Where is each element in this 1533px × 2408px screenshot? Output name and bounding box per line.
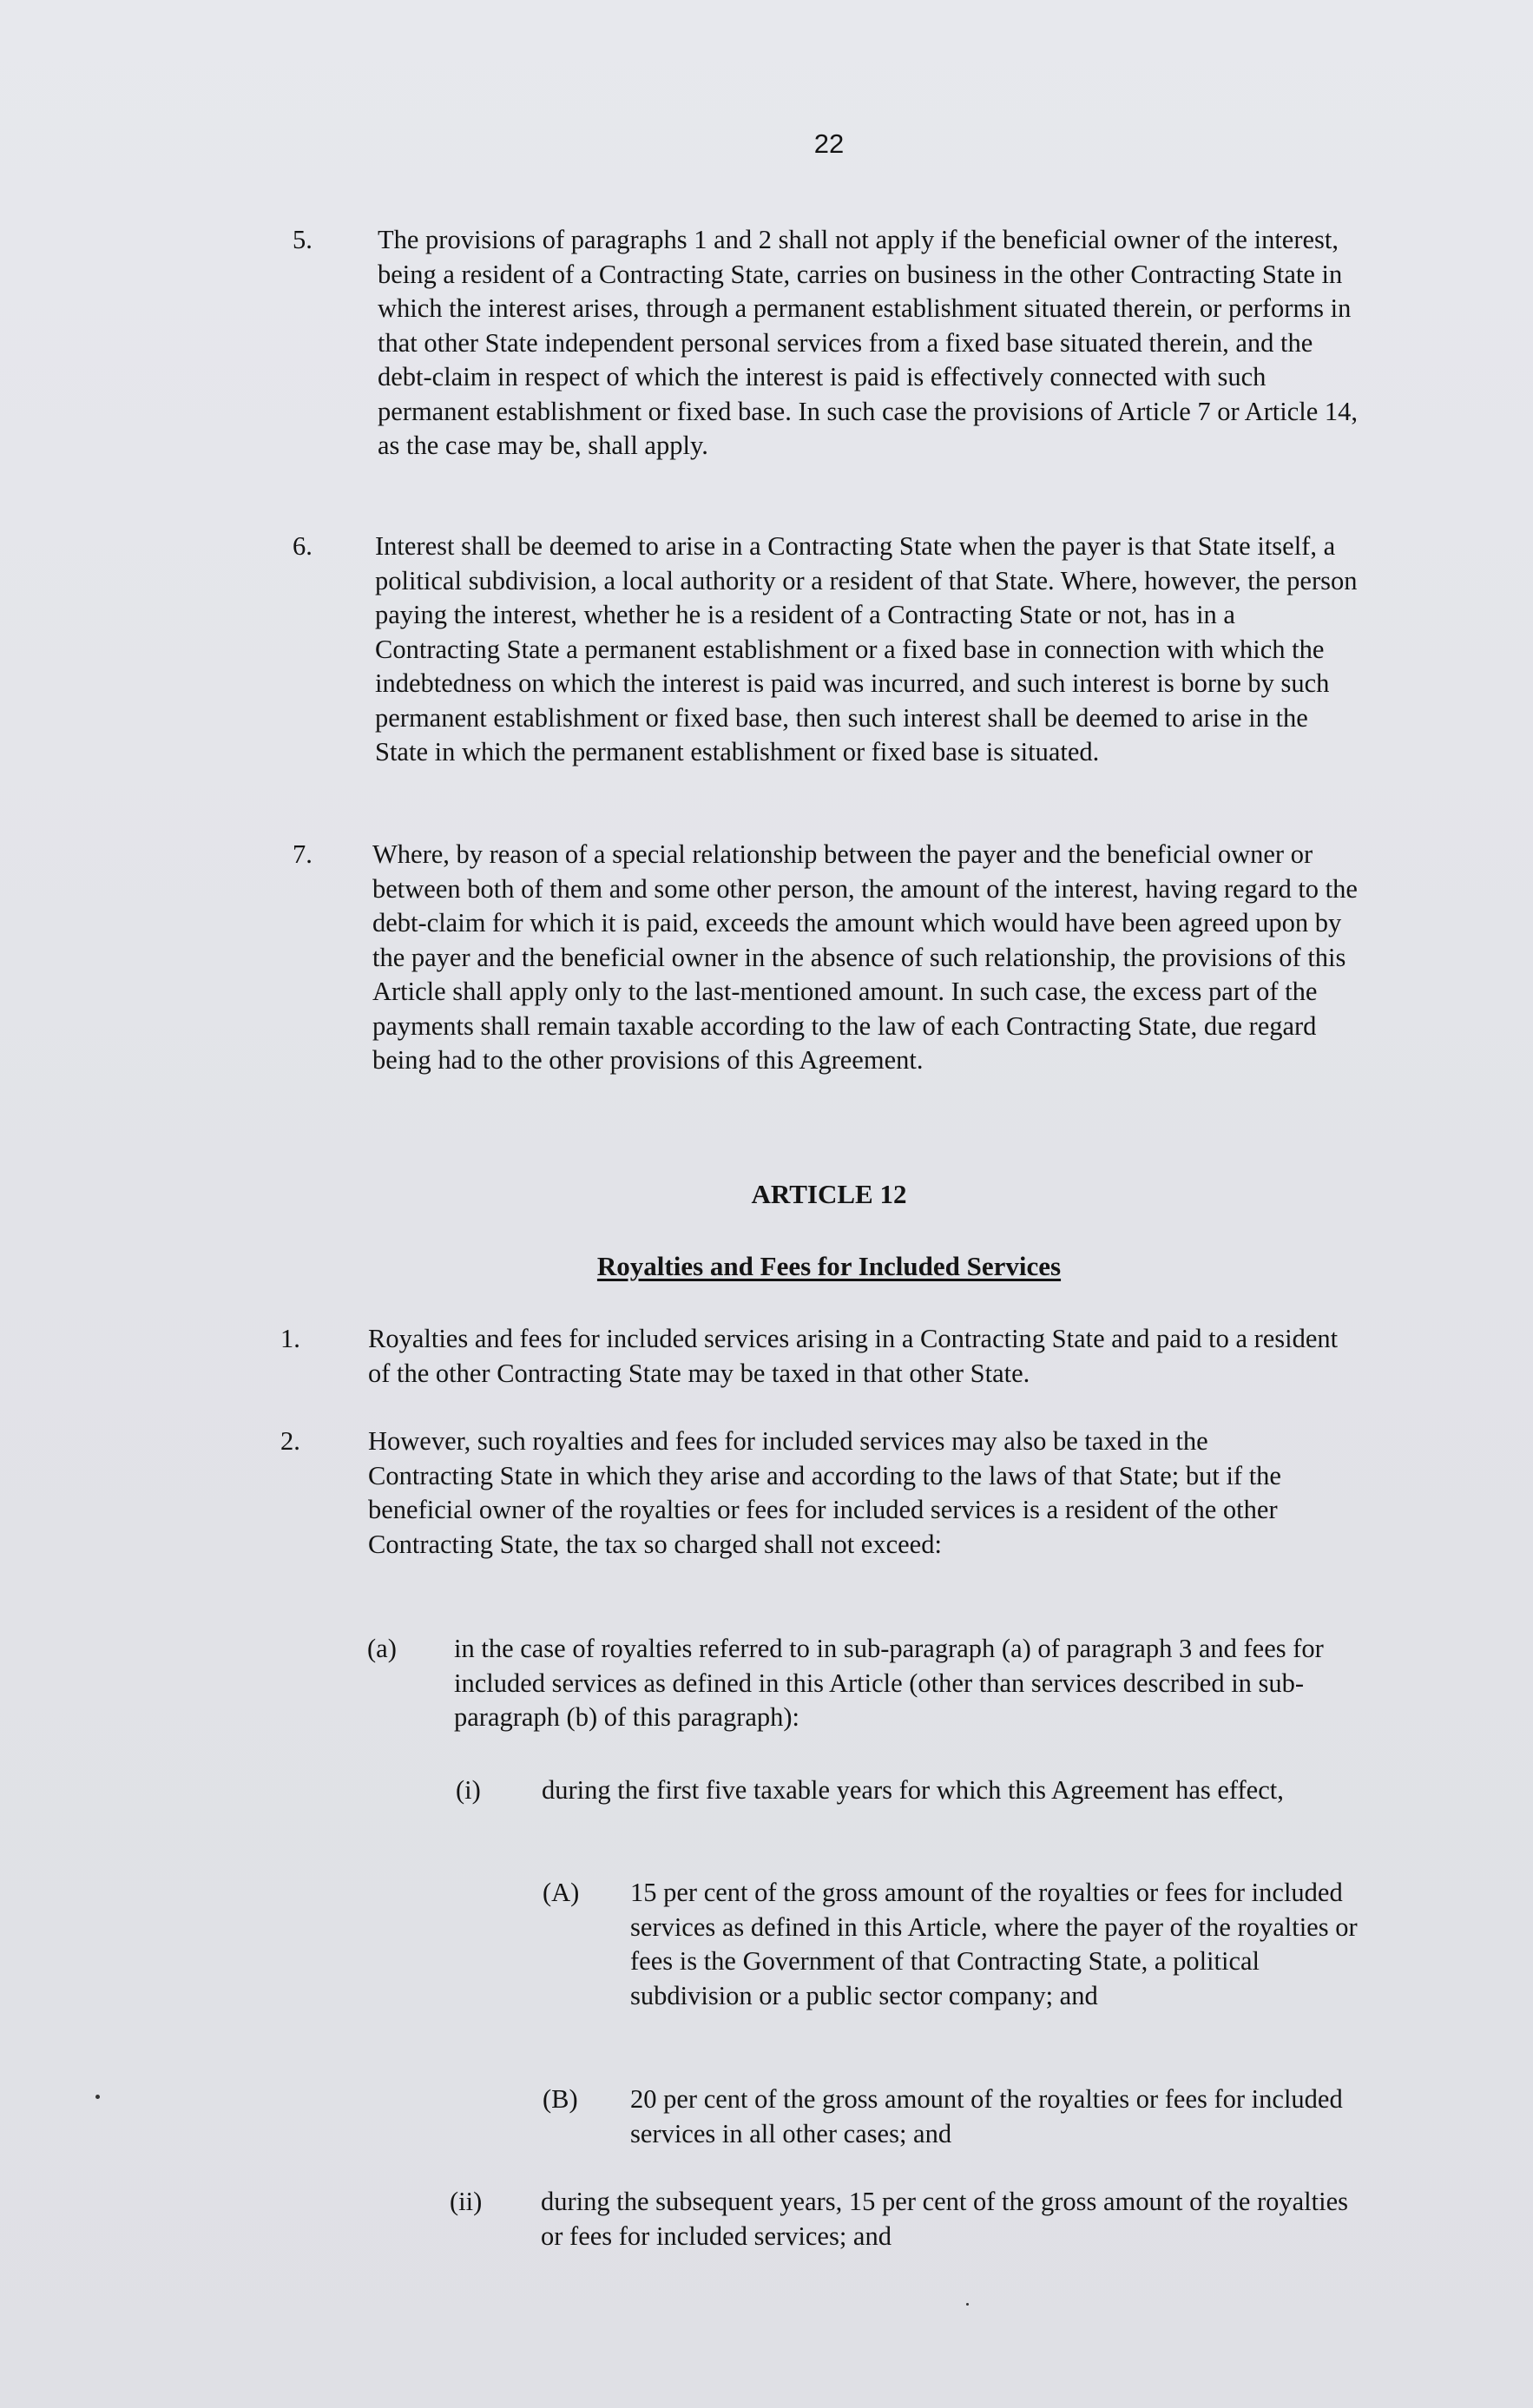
subparagraph-text: in the case of royalties referred to in sub-paragraph (a) of paragraph 3 and fees for included services as defined in this Article (other than services described in sub-paragraph (b) of this paragraph): <box>454 1634 1324 1732</box>
subparagraph-text: during the first five taxable years for which this Agreement has effect, <box>542 1775 1284 1805</box>
article-title: ARTICLE 12 <box>751 1179 907 1209</box>
subparagraph-label: (ii) <box>450 2187 483 2216</box>
paragraph-text: However, such royalties and fees for included services may also be taxed in the Contracting State in which they arise and according to the laws of that State; but if the beneficial owner of the royalties or fees for included services is a resident of the other Contracting State, the tax so charged shall not exceed: <box>368 1426 1281 1559</box>
article-subtitle-text: Royalties and Fees for Included Services <box>596 1251 1062 1281</box>
subparagraph-text: during the subsequent years, 15 per cent of the gross amount of the royalties or fees for included services; and <box>541 2187 1349 2251</box>
paragraph-number: 6. <box>293 531 313 561</box>
article-subtitle <box>0 1251 1533 1282</box>
subparagraph-label: (a) <box>367 1634 397 1663</box>
paragraph-number: 5. <box>293 225 313 254</box>
page-number: 22 <box>813 128 845 159</box>
scan-speck <box>966 2303 969 2306</box>
subparagraph-text: 20 per cent of the gross amount of the royalties or fees for included services in all other cases; and <box>630 2084 1343 2148</box>
subparagraph-label: (i) <box>456 1775 481 1805</box>
scan-speck <box>95 2095 100 2099</box>
subparagraph-label: (B) <box>543 2084 578 2114</box>
paragraph-text: The provisions of paragraphs 1 and 2 shall not apply if the beneficial owner of the interest, being a resident of a Contracting State, carries on business in the other Contracting State in which the interest arises, through a permanent establishment situated therein, or performs in that other State independent personal services from a fixed base situated therein, and the debt-claim in respect of which the interest is paid is effectively connected with such permanent establishment or fixed base. In such case the provisions of Article 7 or Article 14, as the case may be, shall apply. <box>378 225 1359 460</box>
paragraph-number: 1. <box>280 1324 300 1353</box>
paragraph-number: 7. <box>293 839 313 869</box>
paragraph-text: Where, by reason of a special relationship between the payer and the beneficial owner or between both of them and some other person, the amount of the interest, having regard to the debt-claim for which it is paid, exceeds the amount which would have been agreed upon by the payer and the beneficial owner in the absence of such relationship, the provisions of this Article shall apply only to the last-mentioned amount. In such case, the excess part of the payments shall remain taxable according to the law of each Contracting State, due regard being had to the other provisions of this Agreement. <box>372 839 1358 1075</box>
subparagraph-text: 15 per cent of the gross amount of the royalties or fees for included services as defined in this Article, where the payer of the royalties or fees is the Government of that Contracting State, a political subdivision or a public sector company; and <box>630 1878 1358 2010</box>
subparagraph-label: (A) <box>543 1878 580 1907</box>
paragraph-number: 2. <box>280 1426 300 1456</box>
paragraph-text: Royalties and fees for included services arising in a Contracting State and paid to a resident of the other Contracting State may be taxed in that other State. <box>368 1324 1339 1388</box>
paragraph-text: Interest shall be deemed to arise in a Contracting State when the payer is that State itself, a political subdivision, a local authority or a resident of that State. Where, however, the person paying the interest, whether he is a resident of a Contracting State or not, has in a Contracting State a permanent establishment or a fixed base in connection with which the indebtedness on which the interest is paid was incurred, and such interest is borne by such permanent establishment or fixed base, then such interest shall be deemed to arise in the State in which the permanent establishment or fixed base is situated. <box>375 531 1358 766</box>
